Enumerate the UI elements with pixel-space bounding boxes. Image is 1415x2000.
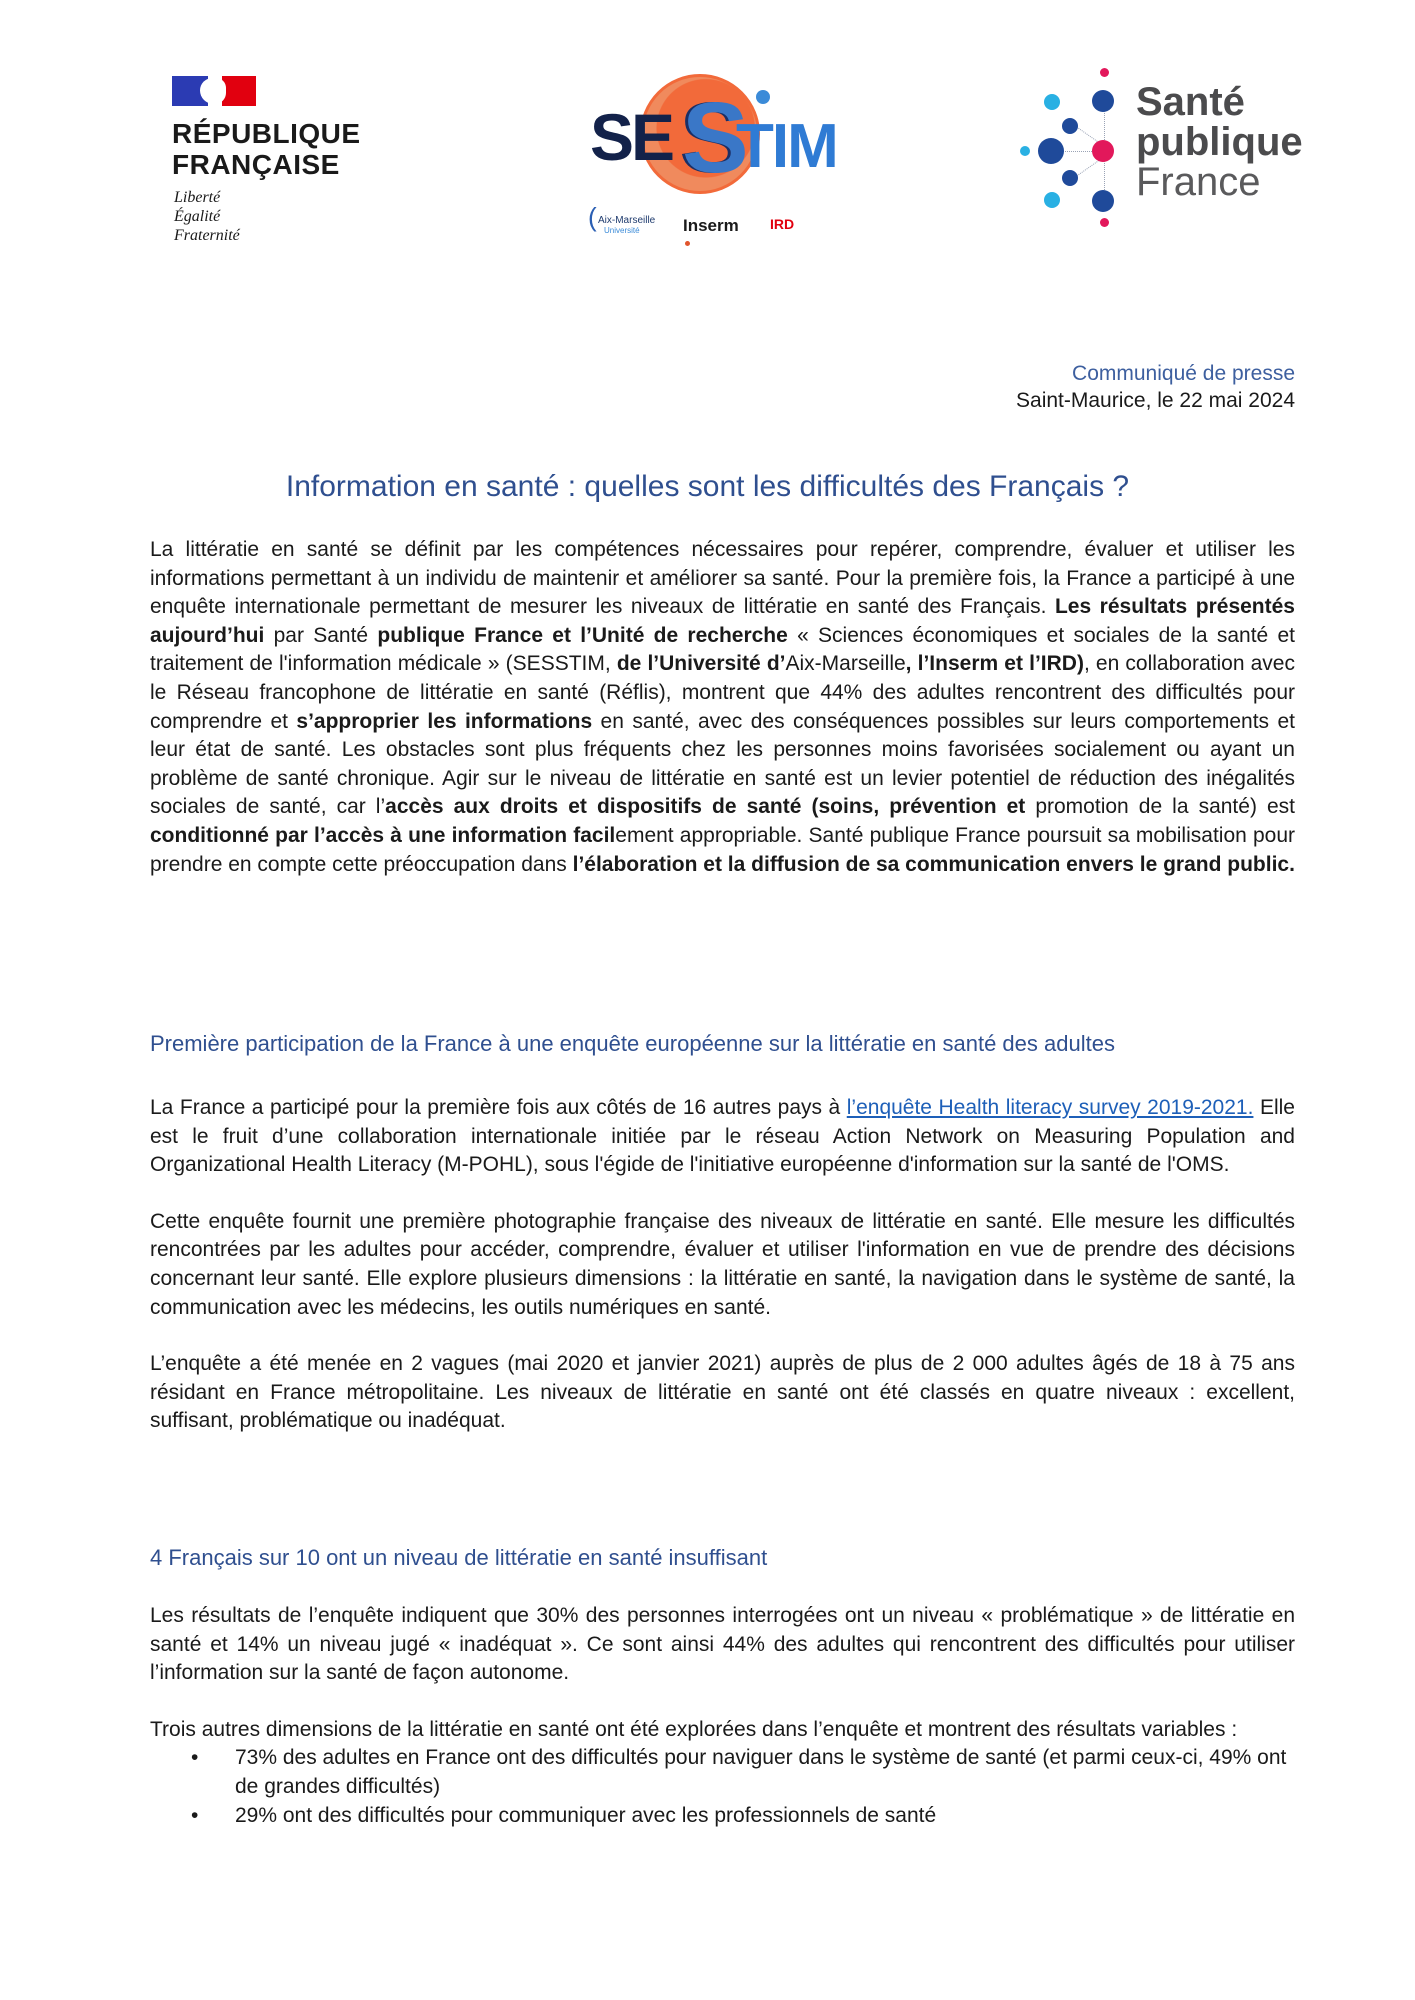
list-item: • 73% des adultes en France ont des difficultés pour naviguer dans le système de santé (et parmi ceux-ci, 49% ont de grandes difficultés) <box>191 1746 1287 1798</box>
place-date: Saint-Maurice, le 22 mai 2024 <box>1016 389 1295 412</box>
section-paragraph: Cette enquête fournit une première photographie française des niveaux de littératie en santé. Elle mesure les difficultés rencontrées par les adultes pour accéder, comprendre, évaluer et utiliser l'information en vue de prendre des décisions concernant leur santé. Elle explore plusieurs dimensions : la littératie en santé, la navigation dans le système de santé, la communication avec les médecins, les outils numériques en santé. <box>150 1209 1295 1319</box>
dot-icon <box>756 90 770 104</box>
health-literacy-survey-link[interactable]: l’enquête Health literacy survey 2019-2021. <box>846 1096 1254 1119</box>
section-paragraph: La France a participé pour la première fois aux côtés de 16 autres pays à l’enquête Health literacy survey 2019-2021. Elle est le fruit d’une collaboration internationale initiée par le réseau Action Network on Measuring Population and Organizational Health Literacy (M-POHL), sous l'égide de l'initiative européenne d'information sur la santé de l'OMS. <box>150 1096 1295 1177</box>
emphasis-text: accès aux droits et dispositifs de santé (soins, prévention et <box>385 795 1026 819</box>
body-text: par Santé <box>264 623 378 647</box>
sesstim-text-s: S <box>682 82 749 194</box>
body-text: La littératie en santé se définit par les compétences nécessaires pour repérer, comprendre, évaluer et utiliser les informations permettant à un individu de maintenir et améliorer sa santé. Pour la première fois, la France a participé à une enquête internationale permettant de mesurer les niveaux de littératie en santé des Français. <box>150 538 1295 619</box>
intro-paragraph <box>150 536 1295 879</box>
emphasis-text: , l’Inserm et l’IRD) <box>905 652 1084 676</box>
results-list <box>150 1744 1295 1830</box>
section-paragraph: Trois autres dimensions de la littératie en santé ont été explorées dans l’enquête et montrent des résultats variables : <box>150 1717 1238 1741</box>
section-insufficient-literacy <box>150 1544 1295 1830</box>
inserm-dot-icon <box>685 241 690 246</box>
inserm-logo: Inserm <box>683 216 739 235</box>
intro-section <box>150 536 1295 879</box>
body-text: en santé, avec des conséquences possibles sur leurs comportements et leur état de santé. Les obstacles sont plus fréquents chez les personnes moins favorisées socialement ou ayant un problème de santé chronique. Agir sur le niveau de littératie en santé est un levier potentiel de réduction des inégalités sociales de santé, car l’ <box>150 709 1295 819</box>
body-text: promotion de la santé) est <box>1025 795 1296 819</box>
marianne-flag-icon <box>172 76 256 106</box>
emphasis-text: publique France et l’Unité de recherche <box>377 623 788 647</box>
ird-logo: IRD <box>770 216 795 232</box>
emphasis-text: conditionné par l’accès à une information facil <box>150 823 616 847</box>
body-text: , en collaboration avec le Réseau francophone de littératie en santé (Réflis), montrent que 44% des adultes rencontrent des difficultés pour comprendre et <box>150 652 1295 733</box>
partner-logos: ( Aix-Marseille Université Inserm IRD <box>590 214 820 244</box>
sesstim-text-se: SE <box>590 100 673 174</box>
press-release-label: Communiqué de presse <box>1072 362 1295 385</box>
list-item: • 29% ont des difficultés pour communiquer avec les professionnels de santé <box>235 1802 1295 1831</box>
sante-publique-france-wordmark: Santé publique France <box>1136 80 1303 204</box>
bullet-icon: • <box>191 1746 199 1770</box>
republique-motto: Liberté Égalité Fraternité <box>174 189 240 244</box>
republique-francaise-name: RÉPUBLIQUE FRANÇAISE <box>172 118 361 180</box>
body-text: « Sciences économiques et sociales de la santé et traitement de l'information médicale » (SESSTIM, <box>150 623 1295 676</box>
body-text: ement appropriable. Santé publique France poursuit sa mobilisation pour prendre en compte cette préoccupation dans <box>150 823 1296 876</box>
sesstim-text-tim: TIM <box>736 112 837 181</box>
section-heading: 4 Français sur 10 ont un niveau de littératie en santé insuffisant <box>150 1545 768 1570</box>
emphasis-text: l’élaboration et la diffusion de sa communication envers le grand public. <box>572 852 1295 876</box>
body-text: Aix-Marseille <box>785 652 906 676</box>
sesstim-logo <box>588 72 837 252</box>
sante-publique-france-logo <box>1016 64 1336 224</box>
emphasis-text: de l’Université d’ <box>616 652 786 676</box>
section-heading: Première participation de la France à une enquête européenne sur la littératie en santé des adultes <box>150 1031 1115 1056</box>
emphasis-text: s’approprier les informations <box>296 709 593 733</box>
bullet-icon: • <box>191 1803 199 1827</box>
section-first-participation <box>150 1030 1295 1436</box>
section-paragraph: Les résultats de l’enquête indiquent que 30% des personnes interrogées ont un niveau « problématique » de littératie en santé et 14% un niveau jugé « inadéquat ». Ce sont ainsi 44% des adultes qui rencontrent des difficultés pour utiliser l’information sur la santé de façon autonome. <box>150 1604 1295 1685</box>
republique-francaise-logo <box>172 76 392 256</box>
emphasis-text: Les résultats présentés aujourd’hui <box>150 595 1295 647</box>
section-paragraph: L’enquête a été menée en 2 vagues (mai 2020 et janvier 2021) auprès de plus de 2 000 adultes âgés de 18 à 75 ans résidant en France métropolitaine. Les niveaux de littératie en santé ont été classés en quatre niveaux : excellent, suffisant, problématique ou inadéquat. <box>150 1352 1295 1433</box>
page-title: Information en santé : quelles sont les difficultés des Français ? <box>285 470 1130 503</box>
